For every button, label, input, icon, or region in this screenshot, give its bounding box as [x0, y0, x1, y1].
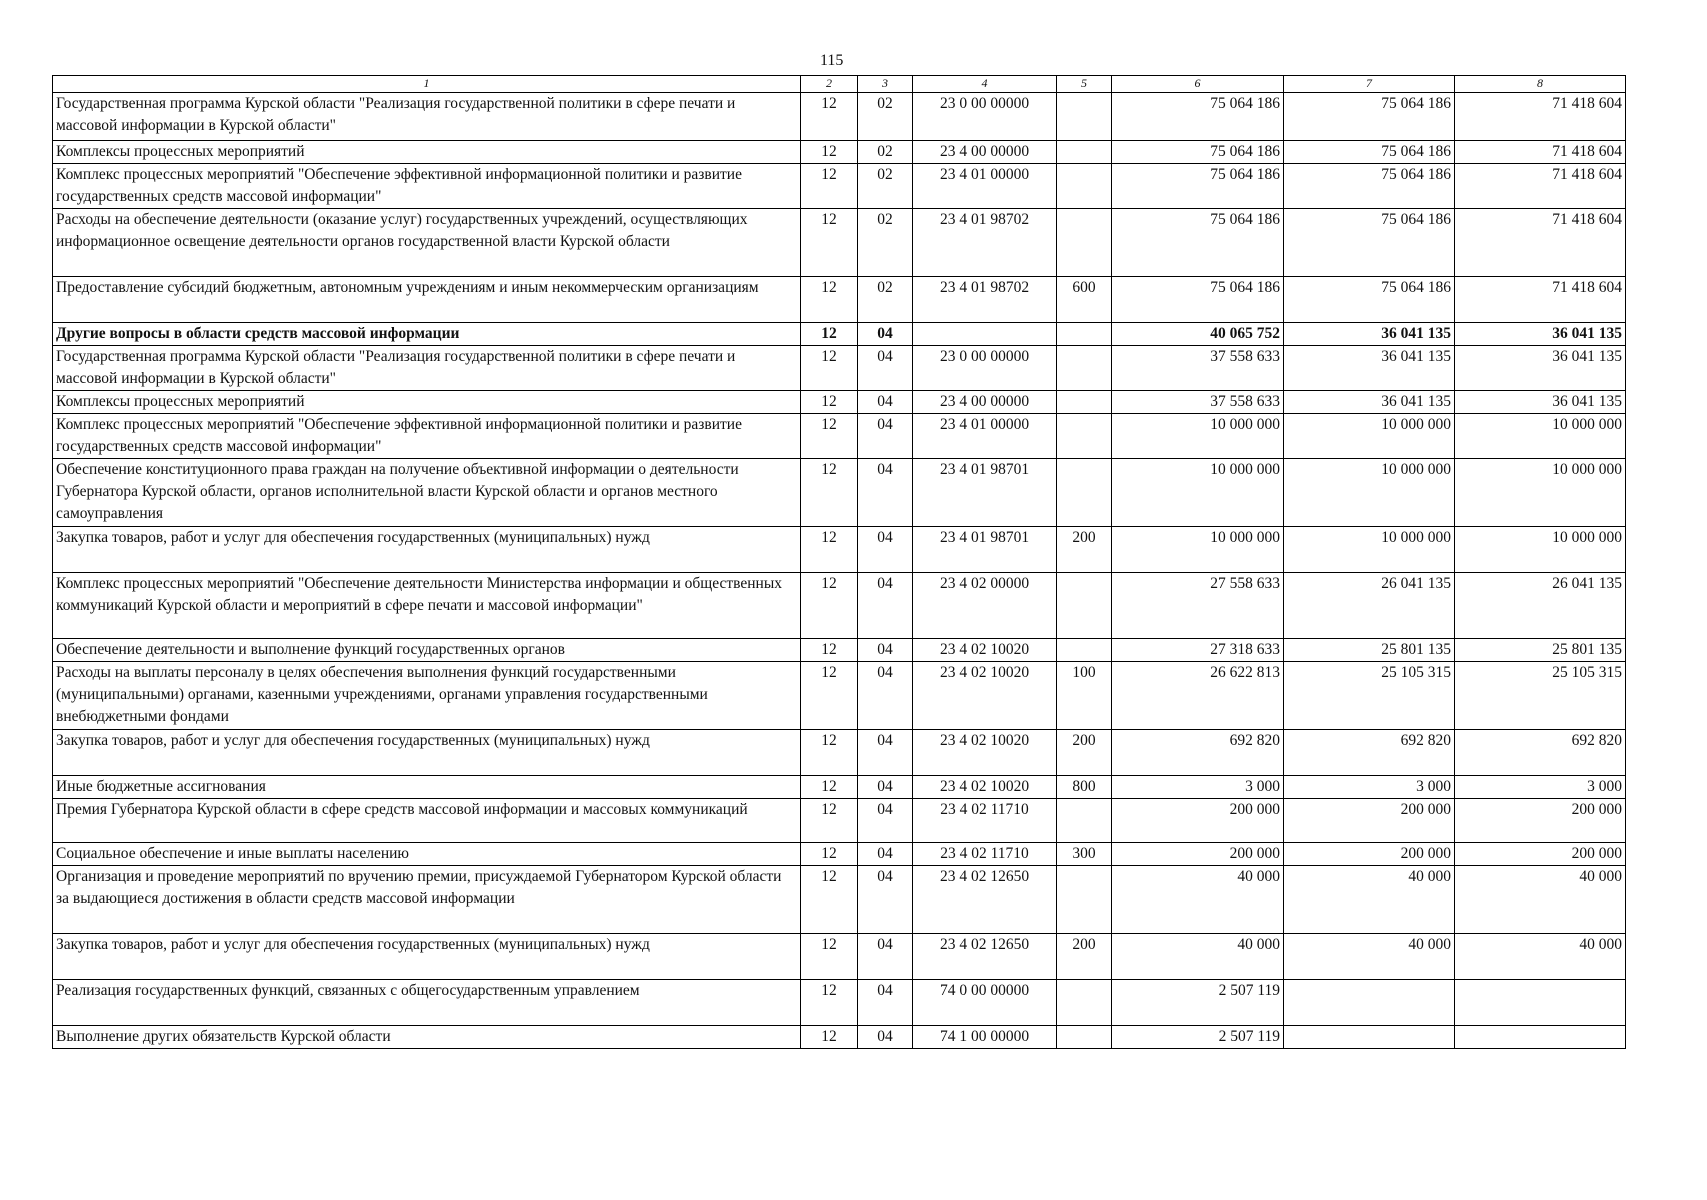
amount-col-7 — [1284, 980, 1455, 1026]
target-article-code: 74 0 00 00000 — [913, 980, 1057, 1026]
amount-col-8: 200 000 — [1455, 799, 1626, 843]
amount-col-8: 71 418 604 — [1455, 93, 1626, 141]
section-code: 12 — [801, 866, 858, 934]
amount-col-8: 3 000 — [1455, 776, 1626, 799]
target-article-code: 23 4 02 10020 — [913, 662, 1057, 730]
amount-col-8: 26 041 135 — [1455, 573, 1626, 639]
amount-col-7: 25 801 135 — [1284, 639, 1455, 662]
target-article-code: 23 4 02 10020 — [913, 639, 1057, 662]
row-name: Другие вопросы в области средств массовой информации — [53, 323, 801, 346]
table-row — [53, 93, 1626, 141]
table-row — [53, 799, 1626, 843]
amount-col-6: 27 558 633 — [1112, 573, 1284, 639]
section-code: 12 — [801, 639, 858, 662]
expense-type-code: 300 — [1057, 843, 1112, 866]
row-name: Реализация государственных функций, связанных с общегосударственным управлением — [53, 980, 801, 1026]
amount-col-6: 692 820 — [1112, 730, 1284, 776]
target-article-code: 23 4 02 12650 — [913, 934, 1057, 980]
expense-type-code — [1057, 639, 1112, 662]
table-row — [53, 164, 1626, 209]
row-name: Комплекс процессных мероприятий "Обеспечение эффективной информационной политики и развитие государственных средств массовой информации" — [53, 414, 801, 459]
target-article-code: 23 4 01 98702 — [913, 209, 1057, 277]
column-header: 4 — [913, 76, 1057, 93]
budget-table — [52, 75, 1626, 1049]
expense-type-code — [1057, 459, 1112, 527]
target-article-code: 23 4 02 10020 — [913, 730, 1057, 776]
amount-col-8: 200 000 — [1455, 843, 1626, 866]
target-article-code: 23 4 01 98701 — [913, 527, 1057, 573]
table-row — [53, 980, 1626, 1026]
column-number-row — [53, 76, 1626, 93]
table-row — [53, 459, 1626, 527]
column-header: 1 — [53, 76, 801, 93]
amount-col-6: 200 000 — [1112, 843, 1284, 866]
section-code: 12 — [801, 164, 858, 209]
column-header: 3 — [858, 76, 913, 93]
table-row — [53, 346, 1626, 391]
amount-col-7: 10 000 000 — [1284, 414, 1455, 459]
subsection-code: 04 — [858, 776, 913, 799]
row-name: Комплексы процессных мероприятий — [53, 391, 801, 414]
amount-col-7 — [1284, 1026, 1455, 1049]
subsection-code: 04 — [858, 980, 913, 1026]
expense-type-code — [1057, 391, 1112, 414]
amount-col-7: 75 064 186 — [1284, 277, 1455, 323]
amount-col-7: 10 000 000 — [1284, 527, 1455, 573]
amount-col-6: 40 065 752 — [1112, 323, 1284, 346]
subsection-code: 04 — [858, 662, 913, 730]
amount-col-6: 200 000 — [1112, 799, 1284, 843]
amount-col-6: 3 000 — [1112, 776, 1284, 799]
section-code: 12 — [801, 730, 858, 776]
amount-col-7: 75 064 186 — [1284, 209, 1455, 277]
table-row — [53, 391, 1626, 414]
subsection-code: 02 — [858, 164, 913, 209]
amount-col-8: 25 801 135 — [1455, 639, 1626, 662]
row-name: Социальное обеспечение и иные выплаты населению — [53, 843, 801, 866]
target-article-code: 23 4 00 00000 — [913, 141, 1057, 164]
table-row — [53, 730, 1626, 776]
subsection-code: 04 — [858, 639, 913, 662]
expense-type-code: 600 — [1057, 277, 1112, 323]
subsection-code: 04 — [858, 934, 913, 980]
section-code: 12 — [801, 527, 858, 573]
page-number: 115 — [820, 52, 844, 69]
table-row — [53, 776, 1626, 799]
subsection-code: 04 — [858, 1026, 913, 1049]
amount-col-6: 10 000 000 — [1112, 414, 1284, 459]
table-row — [53, 934, 1626, 980]
amount-col-6: 27 318 633 — [1112, 639, 1284, 662]
subsection-code: 04 — [858, 414, 913, 459]
row-name: Комплекс процессных мероприятий "Обеспечение эффективной информационной политики и развитие государственных средств массовой информации" — [53, 164, 801, 209]
section-code: 12 — [801, 391, 858, 414]
amount-col-6: 10 000 000 — [1112, 459, 1284, 527]
row-name: Расходы на выплаты персоналу в целях обеспечения выполнения функций государственными (муниципальными) органами, казенными учреждениями, органами управления государственными внебюджетными фондами — [53, 662, 801, 730]
expense-type-code: 100 — [1057, 662, 1112, 730]
amount-col-8: 40 000 — [1455, 866, 1626, 934]
section-code: 12 — [801, 141, 858, 164]
target-article-code: 23 4 02 00000 — [913, 573, 1057, 639]
section-code: 12 — [801, 209, 858, 277]
column-header: 5 — [1057, 76, 1112, 93]
expense-type-code: 200 — [1057, 934, 1112, 980]
row-name: Закупка товаров, работ и услуг для обеспечения государственных (муниципальных) нужд — [53, 730, 801, 776]
row-name: Комплекс процессных мероприятий "Обеспечение деятельности Министерства информации и общественных коммуникаций Курской области и мероприятий в сфере печати и массовой информации" — [53, 573, 801, 639]
target-article-code: 23 4 00 00000 — [913, 391, 1057, 414]
table-row — [53, 639, 1626, 662]
amount-col-7: 75 064 186 — [1284, 93, 1455, 141]
amount-col-8: 10 000 000 — [1455, 527, 1626, 573]
subsection-code: 04 — [858, 799, 913, 843]
section-code: 12 — [801, 934, 858, 980]
amount-col-6: 40 000 — [1112, 866, 1284, 934]
table-row — [53, 662, 1626, 730]
amount-col-6: 26 622 813 — [1112, 662, 1284, 730]
amount-col-6: 75 064 186 — [1112, 141, 1284, 164]
row-name: Иные бюджетные ассигнования — [53, 776, 801, 799]
target-article-code: 74 1 00 00000 — [913, 1026, 1057, 1049]
target-article-code: 23 4 02 11710 — [913, 799, 1057, 843]
subsection-code: 04 — [858, 346, 913, 391]
amount-col-8: 36 041 135 — [1455, 323, 1626, 346]
row-name: Обеспечение конституционного права граждан на получение объективной информации о деятельности Губернатора Курской области, органов исполнительной власти Курской области и органов местного самоуправления — [53, 459, 801, 527]
amount-col-8 — [1455, 980, 1626, 1026]
target-article-code: 23 4 01 98701 — [913, 459, 1057, 527]
amount-col-7: 40 000 — [1284, 866, 1455, 934]
section-code: 12 — [801, 323, 858, 346]
column-header: 2 — [801, 76, 858, 93]
section-code: 12 — [801, 980, 858, 1026]
amount-col-7: 25 105 315 — [1284, 662, 1455, 730]
amount-col-8: 36 041 135 — [1455, 391, 1626, 414]
amount-col-7: 26 041 135 — [1284, 573, 1455, 639]
amount-col-7: 3 000 — [1284, 776, 1455, 799]
expense-type-code: 200 — [1057, 527, 1112, 573]
amount-col-7: 200 000 — [1284, 843, 1455, 866]
expense-type-code — [1057, 164, 1112, 209]
section-code: 12 — [801, 799, 858, 843]
table-row — [53, 414, 1626, 459]
amount-col-7: 36 041 135 — [1284, 346, 1455, 391]
amount-col-7: 40 000 — [1284, 934, 1455, 980]
target-article-code: 23 4 02 11710 — [913, 843, 1057, 866]
target-article-code: 23 4 01 98702 — [913, 277, 1057, 323]
amount-col-8: 71 418 604 — [1455, 141, 1626, 164]
row-name: Государственная программа Курской области "Реализация государственной политики в сфере печати и массовой информации в Курской области" — [53, 93, 801, 141]
subsection-code: 04 — [858, 866, 913, 934]
table-row — [53, 277, 1626, 323]
table-row — [53, 843, 1626, 866]
subsection-code: 04 — [858, 573, 913, 639]
section-code: 12 — [801, 277, 858, 323]
amount-col-8: 71 418 604 — [1455, 277, 1626, 323]
expense-type-code — [1057, 346, 1112, 391]
amount-col-6: 75 064 186 — [1112, 209, 1284, 277]
amount-col-6: 75 064 186 — [1112, 93, 1284, 141]
subsection-code: 02 — [858, 209, 913, 277]
amount-col-8: 692 820 — [1455, 730, 1626, 776]
target-article-code: 23 4 02 12650 — [913, 866, 1057, 934]
table-row — [53, 527, 1626, 573]
row-name: Расходы на обеспечение деятельности (оказание услуг) государственных учреждений, осуществляющих информационное освещение деятельности органов государственной власти Курской области — [53, 209, 801, 277]
amount-col-7: 10 000 000 — [1284, 459, 1455, 527]
amount-col-6: 2 507 119 — [1112, 980, 1284, 1026]
expense-type-code — [1057, 93, 1112, 141]
row-name: Обеспечение деятельности и выполнение функций государственных органов — [53, 639, 801, 662]
expense-type-code — [1057, 573, 1112, 639]
amount-col-8: 71 418 604 — [1455, 164, 1626, 209]
table-row — [53, 1026, 1626, 1049]
target-article-code: 23 4 01 00000 — [913, 164, 1057, 209]
column-header: 7 — [1284, 76, 1455, 93]
amount-col-7: 36 041 135 — [1284, 391, 1455, 414]
subsection-code: 04 — [858, 391, 913, 414]
amount-col-6: 75 064 186 — [1112, 164, 1284, 209]
expense-type-code: 800 — [1057, 776, 1112, 799]
amount-col-6: 37 558 633 — [1112, 391, 1284, 414]
amount-col-8: 40 000 — [1455, 934, 1626, 980]
expense-type-code — [1057, 866, 1112, 934]
amount-col-6: 37 558 633 — [1112, 346, 1284, 391]
subsection-code: 02 — [858, 277, 913, 323]
target-article-code: 23 4 02 10020 — [913, 776, 1057, 799]
target-article-code: 23 4 01 00000 — [913, 414, 1057, 459]
table-row — [53, 866, 1626, 934]
section-code: 12 — [801, 346, 858, 391]
row-name: Премия Губернатора Курской области в сфере средств массовой информации и массовых коммуникаций — [53, 799, 801, 843]
subsection-code: 04 — [858, 843, 913, 866]
section-code: 12 — [801, 1026, 858, 1049]
expense-type-code: 200 — [1057, 730, 1112, 776]
column-header: 8 — [1455, 76, 1626, 93]
row-name: Организация и проведение мероприятий по вручению премии, присуждаемой Губернатором Курской области за выдающиеся достижения в области средств массовой информации — [53, 866, 801, 934]
section-code: 12 — [801, 459, 858, 527]
expense-type-code — [1057, 799, 1112, 843]
amount-col-8: 10 000 000 — [1455, 459, 1626, 527]
subsection-code: 04 — [858, 323, 913, 346]
expense-type-code — [1057, 414, 1112, 459]
subsection-code: 04 — [858, 730, 913, 776]
column-header: 6 — [1112, 76, 1284, 93]
row-name: Выполнение других обязательств Курской области — [53, 1026, 801, 1049]
table-row — [53, 209, 1626, 277]
amount-col-7: 36 041 135 — [1284, 323, 1455, 346]
amount-col-7: 200 000 — [1284, 799, 1455, 843]
table-row — [53, 141, 1626, 164]
subsection-code: 02 — [858, 93, 913, 141]
target-article-code: 23 0 00 00000 — [913, 93, 1057, 141]
amount-col-6: 75 064 186 — [1112, 277, 1284, 323]
amount-col-8: 10 000 000 — [1455, 414, 1626, 459]
target-article-code — [913, 323, 1057, 346]
subsection-code: 02 — [858, 141, 913, 164]
row-name: Предоставление субсидий бюджетным, автономным учреждениям и иным некоммерческим организациям — [53, 277, 801, 323]
section-code: 12 — [801, 776, 858, 799]
table-row — [53, 323, 1626, 346]
section-code: 12 — [801, 414, 858, 459]
target-article-code: 23 0 00 00000 — [913, 346, 1057, 391]
amount-col-7: 75 064 186 — [1284, 164, 1455, 209]
section-code: 12 — [801, 662, 858, 730]
row-name: Государственная программа Курской области "Реализация государственной политики в сфере печати и массовой информации в Курской области" — [53, 346, 801, 391]
row-name: Закупка товаров, работ и услуг для обеспечения государственных (муниципальных) нужд — [53, 934, 801, 980]
expense-type-code — [1057, 1026, 1112, 1049]
amount-col-8: 36 041 135 — [1455, 346, 1626, 391]
amount-col-7: 692 820 — [1284, 730, 1455, 776]
expense-type-code — [1057, 209, 1112, 277]
row-name: Комплексы процессных мероприятий — [53, 141, 801, 164]
section-code: 12 — [801, 573, 858, 639]
subsection-code: 04 — [858, 527, 913, 573]
amount-col-6: 40 000 — [1112, 934, 1284, 980]
amount-col-8: 25 105 315 — [1455, 662, 1626, 730]
subsection-code: 04 — [858, 459, 913, 527]
row-name: Закупка товаров, работ и услуг для обеспечения государственных (муниципальных) нужд — [53, 527, 801, 573]
expense-type-code — [1057, 141, 1112, 164]
table-row — [53, 573, 1626, 639]
amount-col-8: 71 418 604 — [1455, 209, 1626, 277]
expense-type-code — [1057, 980, 1112, 1026]
expense-type-code — [1057, 323, 1112, 346]
amount-col-8 — [1455, 1026, 1626, 1049]
amount-col-6: 2 507 119 — [1112, 1026, 1284, 1049]
amount-col-6: 10 000 000 — [1112, 527, 1284, 573]
amount-col-7: 75 064 186 — [1284, 141, 1455, 164]
section-code: 12 — [801, 843, 858, 866]
section-code: 12 — [801, 93, 858, 141]
